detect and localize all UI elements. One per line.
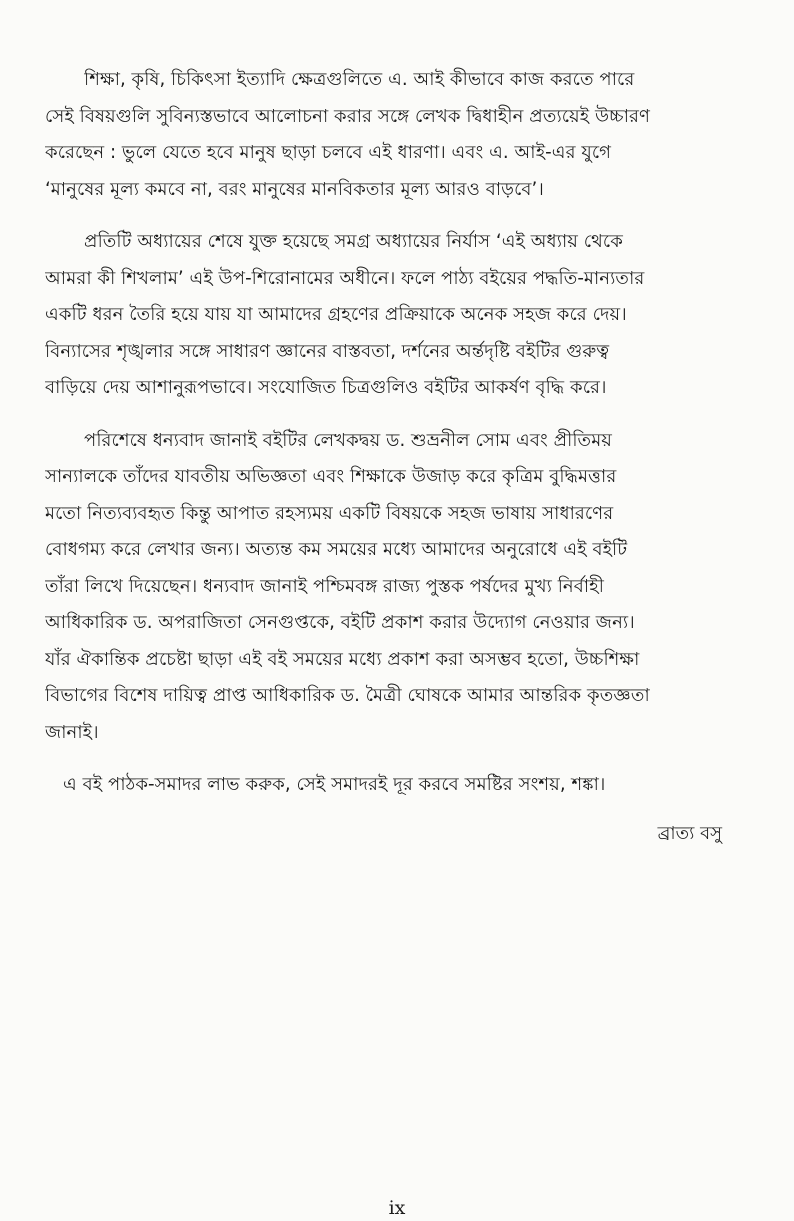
text-line: ‘মানুষের মূল্য কমবে না, বরং মানুষের মানবিকতার মূল্য আরও বাড়বে’।	[45, 178, 544, 200]
text-line: বাড়িয়ে দেয় আশানুরূপভাবে। সংযোজিত চিত্রগুলিও বইটির আকর্ষণ বৃদ্ধি করে।	[45, 377, 607, 398]
page-number: ix	[388, 1197, 406, 1219]
text-line: জানাই।	[45, 721, 99, 743]
text-line: পরিশেষে ধন্যবাদ জানাই বইটির লেখকদ্বয় ড. শুভ্রনীল সোম এবং প্রীতিময়	[84, 429, 613, 451]
author-signature: ব্রাত্য বসু	[657, 823, 722, 844]
text-line: সেই বিষয়গুলি সুবিন্যস্তভাবে আলোচনা করার সঙ্গে লেখক দ্বিধাহীন প্রত্যয়েই উচ্চারণ	[45, 105, 651, 127]
text-line: করেছেন : ভুলে যেতে হবে মানুষ ছাড়া চলবে এই ধারণা। এবং এ. আই-এর যুগে	[45, 142, 612, 163]
text-line: বিভাগের বিশেষ দায়িত্ব প্রাপ্ত আধিকারিক ড. মৈত্রী ঘোষকে আমার আন্তরিক কৃতজ্ঞতা	[45, 685, 650, 706]
text-line: একটি ধরন তৈরি হয়ে যায় যা আমাদের গ্রহণের প্রক্রিয়াকে অনেক সহজ করে দেয়।	[45, 304, 627, 325]
text-line: যাঁর ঐকান্তিক প্রচেষ্টা ছাড়া এই বই সময়ের মধ্যে প্রকাশ করা অসম্ভব হতো, উচ্চশিক্ষা	[45, 648, 640, 670]
text-line: আধিকারিক ড. অপরাজিতা সেনগুপ্তকে, বইটি প্রকাশ করার উদ্যোগ নেওয়ার জন্য।	[45, 612, 635, 633]
paragraph-acknowledgements	[45, 423, 726, 752]
text-line: তাঁরা লিখে দিয়েছেন। ধন্যবাদ জানাই পশ্চিমবঙ্গ রাজ্য পুস্তক পর্ষদের মুখ্য নির্বাহী	[45, 575, 604, 597]
text-line: সান্যালকে তাঁদের যাবতীয় অভিজ্ঞতা এবং শিক্ষাকে উজাড় করে কৃত্রিম বুদ্ধিমত্তার	[45, 466, 617, 487]
text-line: আমরা কী শিখলাম’ এই উপ-শিরোনামের অধীনে। ফলে পাঠ্য বইয়ের পদ্ধতি-মান্যতার	[45, 267, 645, 289]
text-line: বোধগম্য করে লেখার জন্য। অত্যন্ত কম সময়ের মধ্যে আমাদের অনুরোধে এই বইটি	[45, 539, 628, 560]
text-line: মতো নিত্যব্যবহৃত কিন্তু আপাত রহস্যময় একটি বিষয়কে সহজ ভাষায় সাধারণের	[45, 502, 614, 524]
text-line: এ বই পাঠক-সমাদর লাভ করুক, সেই সমাদরই দূর করবে সমষ্টির সংশয়, শঙ্কা।	[63, 774, 606, 795]
paragraph-closing	[63, 767, 726, 804]
text-line: শিক্ষা, কৃষি, চিকিৎসা ইত্যাদি ক্ষেত্রগুলিতে এ. আই কীভাবে কাজ করতে পারে	[84, 69, 635, 90]
paragraph-chapter-summary	[45, 224, 726, 407]
paragraph-ai-fields	[45, 62, 726, 208]
text-line: বিন্যাসের শৃঙ্খলার সঙ্গে সাধারণ জ্ঞানের বাস্তবতা, দর্শনের অর্ন্তদৃষ্টি বইটির গুরুত্ব	[45, 340, 610, 362]
text-line: প্রতিটি অধ্যায়ের শেষে যুক্ত হয়েছে সমগ্র অধ্যায়ের নির্যাস ‘এই অধ্যায় থেকে	[84, 231, 623, 252]
